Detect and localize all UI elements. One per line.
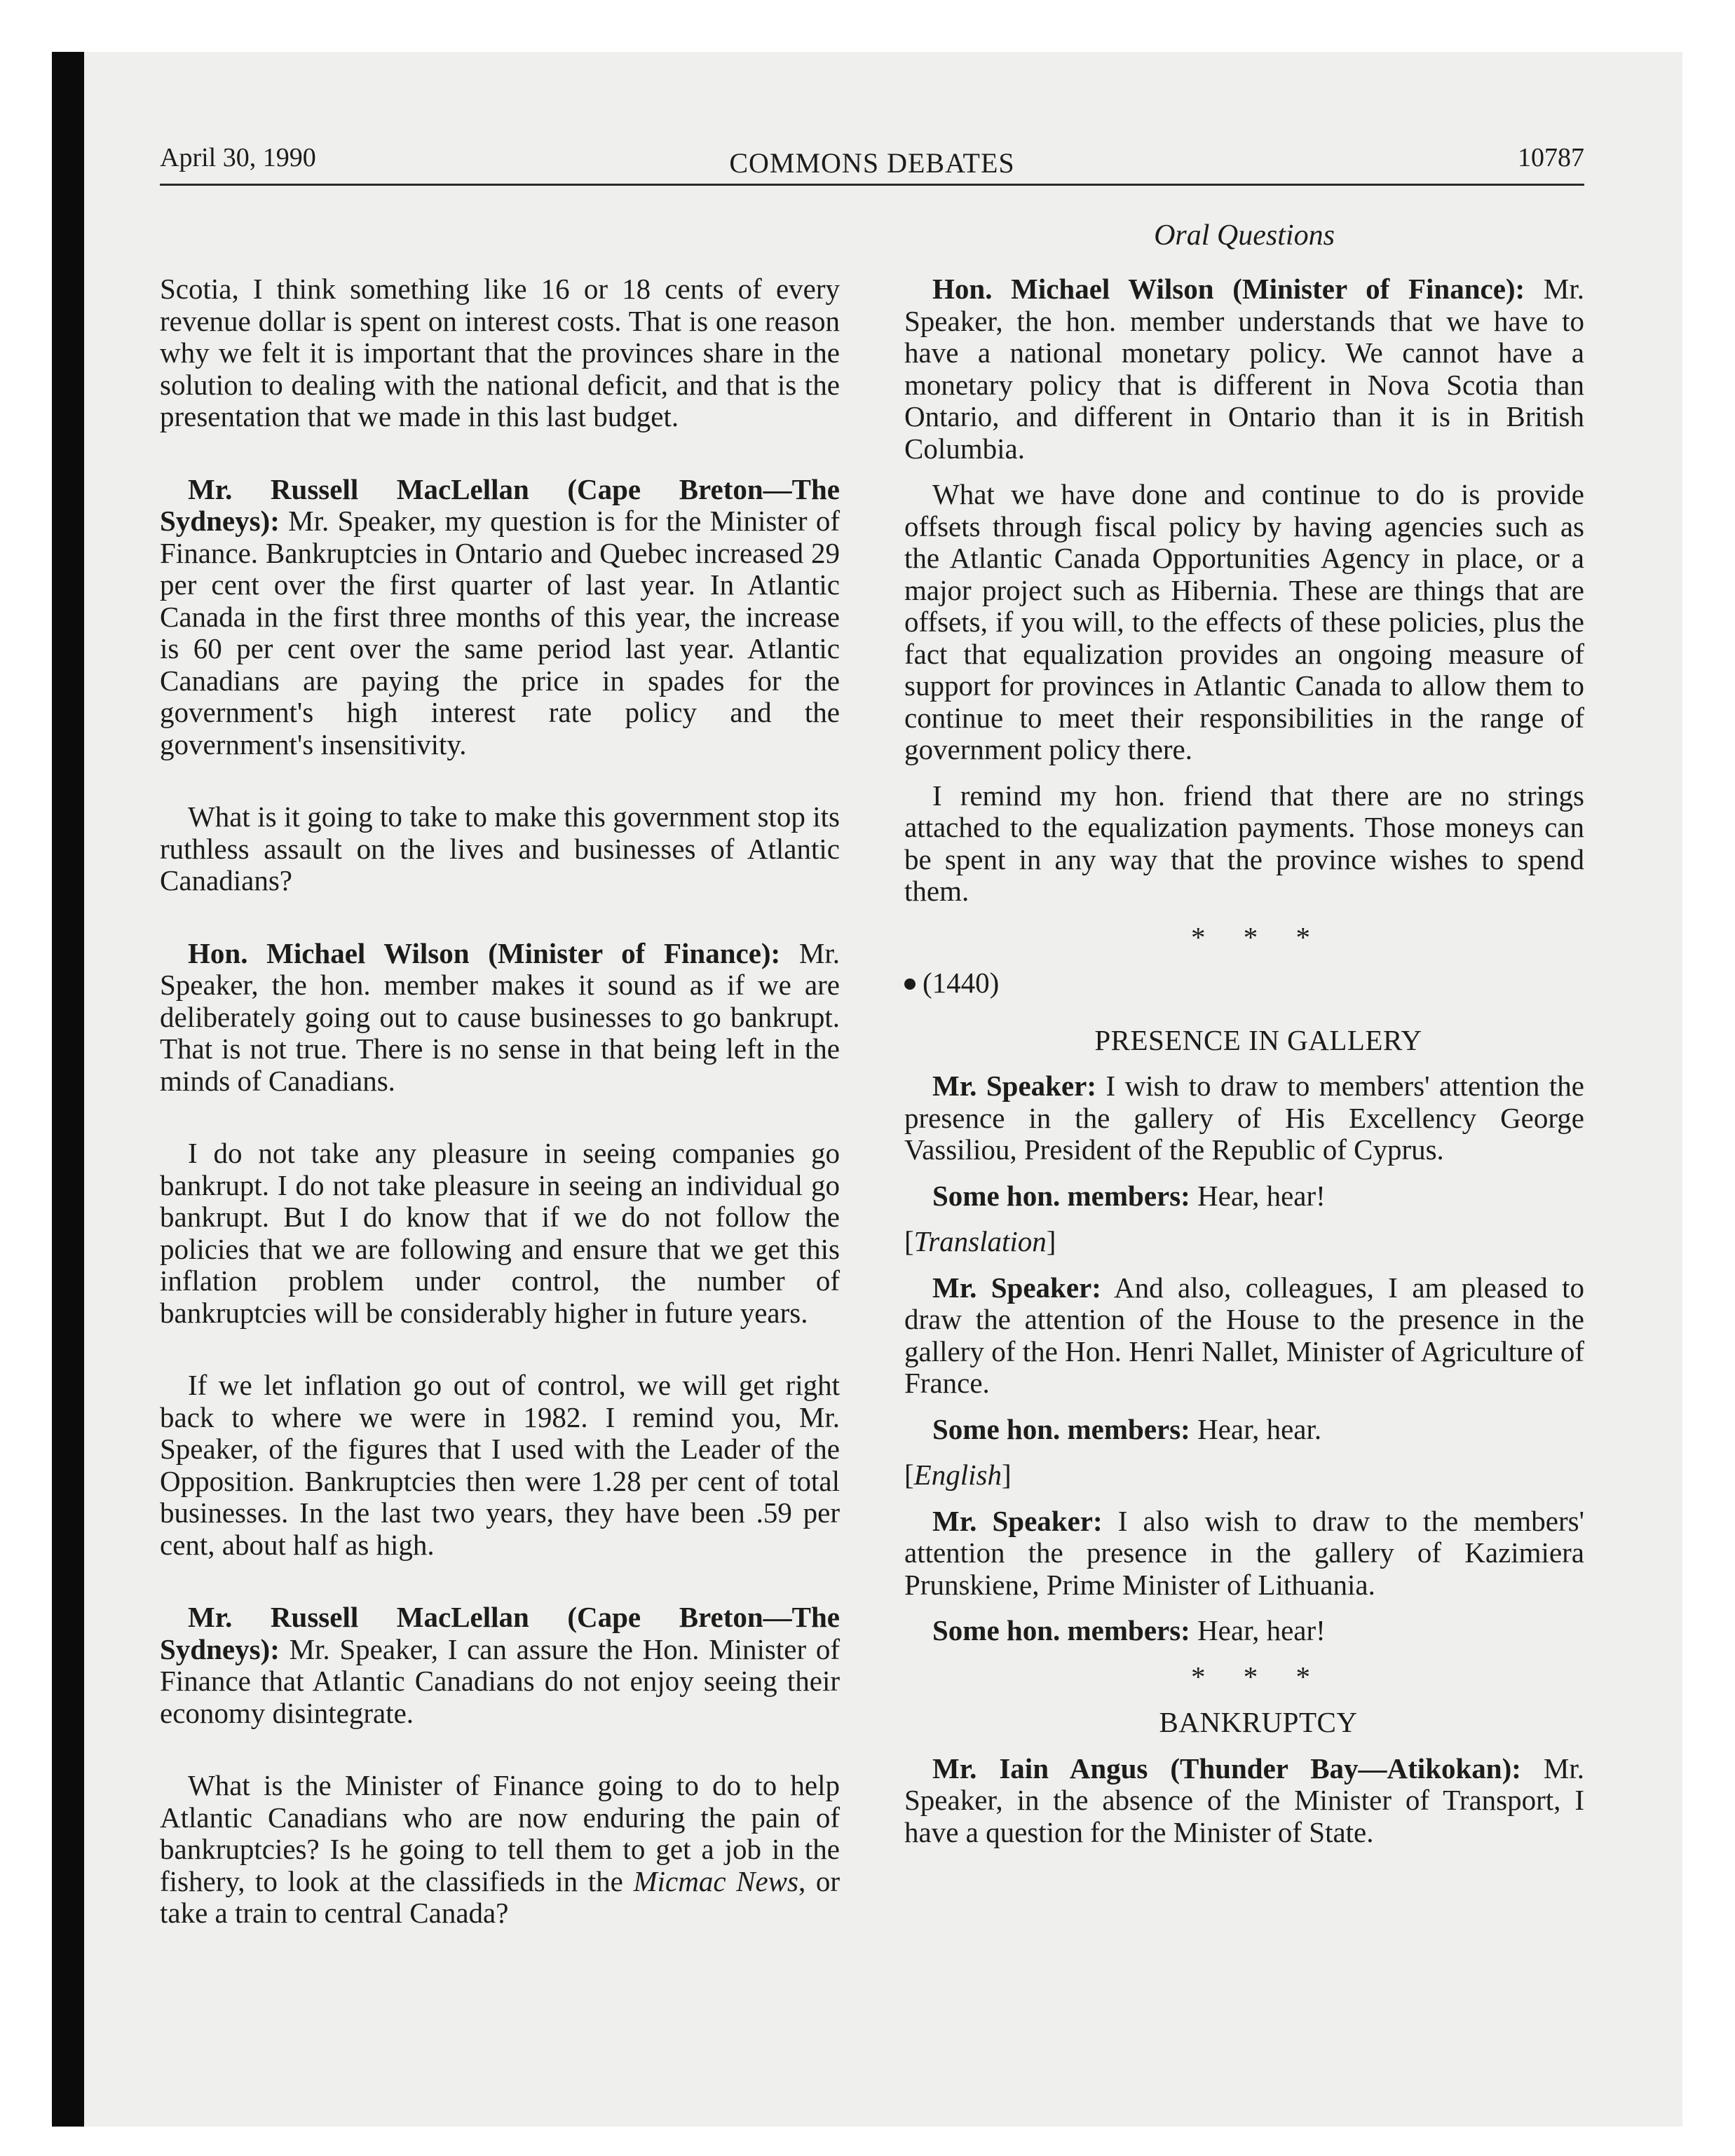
publication-title: Micmac News	[633, 1864, 798, 1897]
time-marker-text: (1440)	[923, 967, 1000, 999]
language-note: [English]	[904, 1459, 1012, 1491]
section-separator: * * *	[1191, 920, 1326, 953]
header-date: April 30, 1990	[160, 143, 316, 172]
language-note-text: English	[913, 1459, 1002, 1491]
paragraph	[904, 1070, 1584, 1166]
paragraph	[904, 1180, 1584, 1213]
binding-edge	[52, 52, 84, 2127]
speech-text: And also, colleagues, I am pleased to draw the attention of the House to the presence in the gallery of the Hon. Henri Nallet, Minister of Agriculture of France.	[904, 1271, 1584, 1399]
paragraph	[904, 1414, 1584, 1446]
section-label: Oral Questions	[1154, 219, 1335, 252]
right-column	[904, 273, 1584, 1862]
speaker-name: Mr. Speaker:	[932, 1070, 1097, 1102]
paragraph	[160, 474, 840, 761]
speaker-name: Some hon. members:	[932, 1614, 1190, 1646]
language-note-text: Translation	[913, 1225, 1047, 1257]
running-header	[160, 142, 1584, 184]
header-rule	[160, 184, 1584, 186]
speech-text: , or take a train to central Canada?	[160, 1864, 840, 1929]
header-page-number: 10787	[1518, 143, 1584, 172]
header-journal-title: COMMONS DEBATES	[729, 147, 1015, 179]
paragraph	[160, 1770, 840, 1930]
section-heading: BANKRUPTCY	[1159, 1706, 1358, 1738]
paragraph	[160, 938, 840, 1098]
paragraph: If we let inflation go out of control, we will get right back to where we were in 1982. I remind you, Mr. Speaker, of the figures that I used with the Leader of the Opposition. Bankruptcies then were 1.28 per cent of total businesses. In the last two years, they have been .59 per cent, about half as high.	[160, 1369, 840, 1561]
paragraph: What is it going to take to make this government stop its ruthless assault on the lives and businesses of Atlantic Canadians?	[160, 800, 840, 896]
speaker-name: Hon. Michael Wilson (Minister of Finance):	[188, 936, 781, 969]
bullet-icon	[904, 978, 916, 990]
paragraph	[904, 1506, 1584, 1602]
section-separator: * * *	[1191, 1660, 1326, 1693]
speaker-name: Mr. Speaker:	[932, 1271, 1101, 1304]
left-column	[160, 273, 840, 1970]
paragraph	[160, 1602, 840, 1729]
paragraph	[904, 1272, 1584, 1400]
speech-text: Hear, hear!	[1190, 1614, 1326, 1646]
speaker-name: Mr. Iain Angus (Thunder Bay—Atikokan):	[932, 1752, 1521, 1785]
time-marker	[904, 967, 1584, 999]
speech-text: Mr. Speaker, I can assure the Hon. Minister of Finance that Atlantic Canadians do not enjoy seeing their economy disintegrate.	[160, 1632, 840, 1729]
speech-text: Mr. Speaker, the hon. member makes it sound as if we are deliberately going out to cause businesses to go bankrupt. That is not true. There is no sense in that being left in the minds of Canadians.	[160, 936, 840, 1097]
speaker-name: Mr. Russell MacLellan (Cape Breton—The Sydneys):	[160, 1601, 840, 1665]
speaker-name: Mr. Russell MacLellan (Cape Breton—The Sydneys):	[160, 472, 840, 537]
speaker-name: Mr. Speaker:	[932, 1504, 1103, 1537]
language-note: [Translation]	[904, 1225, 1056, 1257]
paragraph	[904, 273, 1584, 465]
section-heading: PRESENCE IN GALLERY	[1094, 1023, 1422, 1056]
paragraph	[904, 1753, 1584, 1849]
speaker-name: Some hon. members:	[932, 1179, 1190, 1212]
speech-text: Mr. Speaker, the hon. member understands that we have to have a national monetary policy. We cannot have a monetary policy that is different in Nova Scotia than Ontario, and different in Ontario than it is in British Columbia.	[904, 273, 1584, 465]
speech-text: Hear, hear.	[1190, 1412, 1322, 1445]
speech-text: Hear, hear!	[1190, 1179, 1326, 1212]
speech-text: Mr. Speaker, in the absence of the Minister of Transport, I have a question for the Minister of State.	[904, 1752, 1584, 1848]
speaker-name: Some hon. members:	[932, 1412, 1190, 1445]
speech-text: I also wish to draw to the members' attention the presence in the gallery of Kazimiera Prunskiene, Prime Minister of Lithuania.	[904, 1504, 1584, 1601]
speech-text: Mr. Speaker, my question is for the Minister of Finance. Bankruptcies in Ontario and Quebec increased 29 per cent over the first quarter of last year. In Atlantic Canada in the first three months of this year, the increase is 60 per cent over the same period last year. Atlantic Canadians are paying the price in spades for the government's high interest rate policy and the government's insensitivity.	[160, 505, 840, 760]
speech-text: What is the Minister of Finance going to do to help Atlantic Canadians who are now enduring the pain of bankruptcies? Is he going to tell them to get a job in the fishery, to look at the classifieds in the	[160, 1769, 840, 1897]
paragraph: What we have done and continue to do is provide offsets through fiscal policy by having agencies such as the Atlantic Canada Opportunities Agency in place, or a major project such as Hibernia. These are things that are offsets, if you will, to the effects of these policies, plus the fact that equalization provides an ongoing measure of support for provinces in Atlantic Canada to allow them to continue to meet their responsibilities in the range of government policy there.	[904, 478, 1584, 765]
paragraph: Scotia, I think something like 16 or 18 cents of every revenue dollar is spent on interest costs. That is one reason why we felt it is important that the provinces share in the solution to dealing with the national deficit, and that is the presentation that we made in this last budget.	[160, 273, 840, 432]
paragraph: I do not take any pleasure in seeing companies go bankrupt. I do not take pleasure in seeing an individual go bankrupt. But I do know that if we do not follow the policies that we are following and ensure that we get this inflation problem under control, the number of bankruptcies will be considerably higher in future years.	[160, 1137, 840, 1329]
paragraph: I remind my hon. friend that there are no strings attached to the equalization payments. Those moneys can be spent in any way that the province wishes to spend them.	[904, 779, 1584, 907]
paragraph	[904, 1615, 1584, 1647]
speaker-name: Hon. Michael Wilson (Minister of Finance):	[932, 273, 1525, 305]
speech-text: I wish to draw to members' attention the presence in the gallery of His Excellency George Vassiliou, President of the Republic of Cyprus.	[904, 1070, 1584, 1166]
